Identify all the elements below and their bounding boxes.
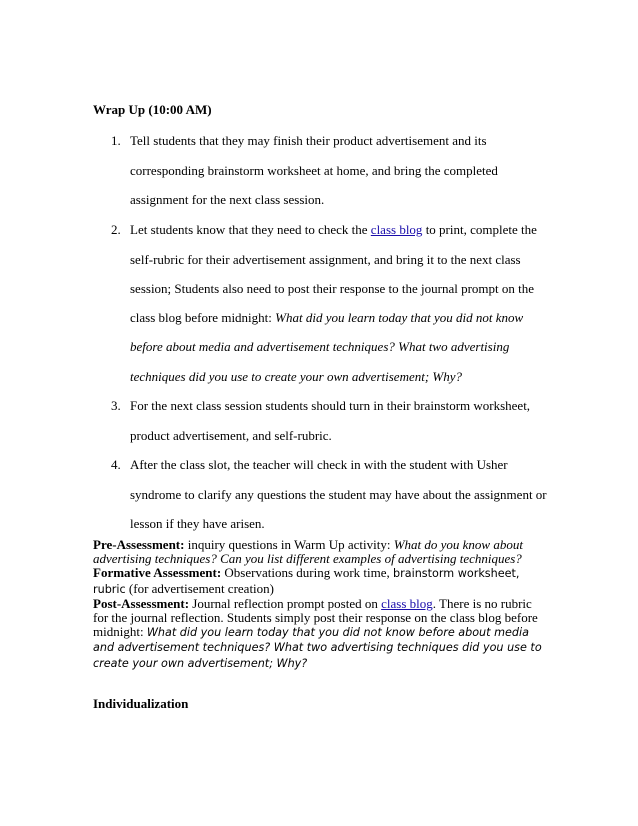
- list-item-text: class blog before midnight:: [130, 310, 276, 325]
- list-item-line: corresponding brainstorm worksheet at home, and bring the completed: [130, 163, 498, 178]
- list-item-line: [130, 310, 523, 326]
- list-item-line: lesson if they have arisen.: [130, 516, 265, 531]
- list-item-number: 4.: [111, 457, 121, 472]
- post-assessment-text: Journal reflection prompt posted on: [189, 595, 382, 611]
- post-assessment: [93, 597, 543, 671]
- journal-prompt-text: before about media and advertisement techniques? What two advertising: [130, 339, 510, 354]
- list-item-text: to print, complete the: [422, 222, 537, 237]
- assessment-section: [93, 538, 543, 671]
- list-item-text: Let students know that they need to check the: [130, 222, 371, 237]
- formative-assessment-label: Formative Assessment:: [93, 565, 222, 581]
- pre-assessment: [93, 538, 543, 566]
- list-item-line: After the class slot, the teacher will check in with the student with Usher: [130, 457, 508, 472]
- class-blog-link[interactable]: class blog: [370, 222, 423, 237]
- class-blog-link[interactable]: class blog: [381, 595, 433, 611]
- formative-assessment-note: (for advertisement creation): [125, 580, 275, 596]
- pre-assessment-label: Pre-Assessment:: [93, 537, 185, 552]
- list-item-line: self-rubric for their advertisement assignment, and bring it to the next class: [130, 252, 521, 267]
- journal-prompt-text: techniques did you use to create your own advertisement; Why?: [130, 369, 463, 384]
- list-item-number: 2.: [111, 222, 121, 237]
- journal-prompt-text: What did you learn today that you did not know: [275, 310, 524, 325]
- list-item-number: 3.: [111, 398, 121, 413]
- formative-assessment-text: Observations during work time,: [221, 565, 394, 581]
- post-assessment-label: Post-Assessment:: [93, 595, 190, 611]
- list-item-line: syndrome to clarify any questions the student may have about the assignment or: [130, 487, 547, 502]
- list-item-line: product advertisement, and self-rubric.: [130, 428, 332, 443]
- post-assessment-text: . There is no rubric for the journal reflection. Students simply post their response on the class blog before midnight:: [93, 595, 538, 640]
- pre-assessment-text: inquiry questions in Warm Up activity:: [184, 537, 394, 552]
- post-assessment-prompt: What did you learn today that you did not know before about media and advertisement techniques? What two advertising techniques did you use to create your own advertisement; Why?: [93, 626, 542, 670]
- list-item-line: assignment for the next class session.: [130, 192, 325, 207]
- formative-assessment: [93, 566, 543, 596]
- list-item-line: session; Students also need to post their response to the journal prompt on the: [130, 281, 535, 296]
- formative-assessment-items: brainstorm worksheet, rubric: [93, 567, 520, 596]
- wrap-up-heading: Wrap Up (10:00 AM): [93, 102, 212, 117]
- list-item-line: For the next class session students should turn in their brainstorm worksheet,: [130, 398, 531, 413]
- list-item-line: Tell students that they may finish their product advertisement and its: [130, 133, 487, 148]
- pre-assessment-questions: What do you know about advertising techniques? Can you list different examples of advertising techniques?: [93, 537, 523, 567]
- list-item-number: 1.: [111, 133, 121, 148]
- list-item-line: [130, 222, 537, 238]
- individualization-heading: Individualization: [93, 696, 189, 711]
